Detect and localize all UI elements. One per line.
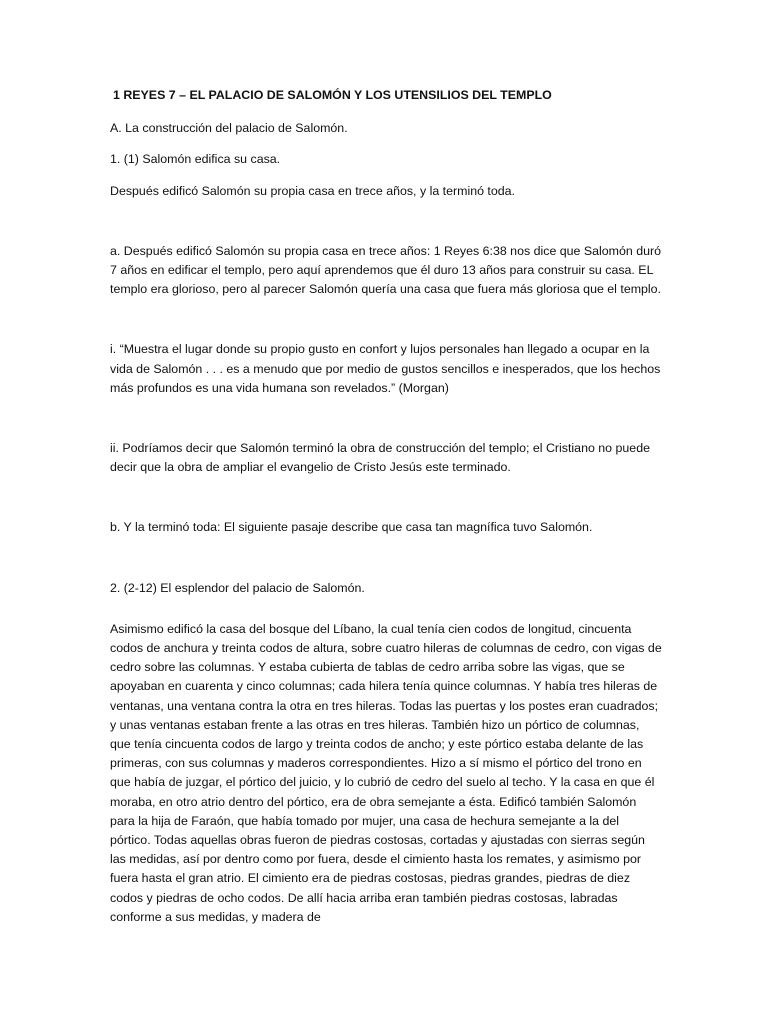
note-ii-paragraph: ii. Podríamos decir que Salomón terminó la obra de construcción del templo; el Cristiano no puede decir que la obra de ampliar el evangelio de Cristo Jesús este terminado. [110,441,650,475]
point-1-heading: 1. (1) Salomón edifica su casa. [110,152,281,167]
note-i-quote: i. “Muestra el lugar donde su propio gusto en confort y lujos personales han llegado a ocupar en la vida de Salomón . . . es a menudo que por medio de gustos sencillos e inesperados, que los hechos más profundos es una vida humana son revelados.” (Morgan) [110,342,661,395]
point-2-heading: 2. (2-12) El esplendor del palacio de Salomón. [110,580,365,595]
verse-2-12-text: Asimismo edificó la casa del bosque del Líbano, la cual tenía cien codos de longitud, cincuenta codos de anchura y treinta codos de altura, sobre cuatro hileras de columnas de cedro, con vigas de cedro sobre las columnas. Y estaba cubierta de tablas de cedro arriba sobre las vigas, que se apoyaban en cuarenta y cinco columnas; cada hilera tenía quince columnas. Y había tres hileras de ventanas, una ventana contra la otra en tres hileras. Todas las puertas y los postes eran cuadrados; y unas ventanas estaban frente a las otras en tres hileras. También hizo un pórtico de columnas, que tenía cincuenta codos de largo y treinta codos de ancho; y este pórtico estaba delante de las primeras, con sus columnas y maderos correspondientes. Hizo a sí mismo el pórtico del trono en que había de juzgar, el pórtico del juicio, y lo cubrió de cedro del suelo al techo. Y la casa en que él moraba, en otro atrio dentro del pórtico, era de obra semejante a ésta. Edificó también Salomón para la hija de Faraón, que había tomado por mujer, una casa de hechura semejante a la del pórtico. Todas aquellas obras fueron de piedras costosas, cortadas y ajustadas con sierras según las medidas, así por dentro como por fuera, desde el cimiento hasta los remates, y asimismo por fuera hasta el gran atrio. El cimiento era de piedras costosas, piedras grandes, piedras de diez codos y piedras de ocho codos. De allí hacia arriba eran también piedras costosas, labradas conforme a sus medidas, y madera de [110,621,662,924]
document-title: 1 REYES 7 – EL PALACIO DE SALOMÓN Y LOS UTENSILIOS DEL TEMPLO [113,88,552,102]
note-b-paragraph: b. Y la terminó toda: El siguiente pasaje describe que casa tan magnífica tuvo Salomón. [110,520,593,535]
note-a-paragraph: a. Después edificó Salomón su propia casa en trece años: 1 Reyes 6:38 nos dice que Salomón duró 7 años en edificar el templo, pero aquí aprendemos que él duro 13 años para construir su casa. EL templo era glorioso, pero al parecer Salomón quería una casa que fuera más gloriosa que el templo. [110,243,662,297]
section-a-heading: A. La construcción del palacio de Salomón. [110,121,348,136]
document-page [110,86,662,927]
verse-1-text: Después edificó Salomón su propia casa en trece años, y la terminó toda. [110,183,515,198]
